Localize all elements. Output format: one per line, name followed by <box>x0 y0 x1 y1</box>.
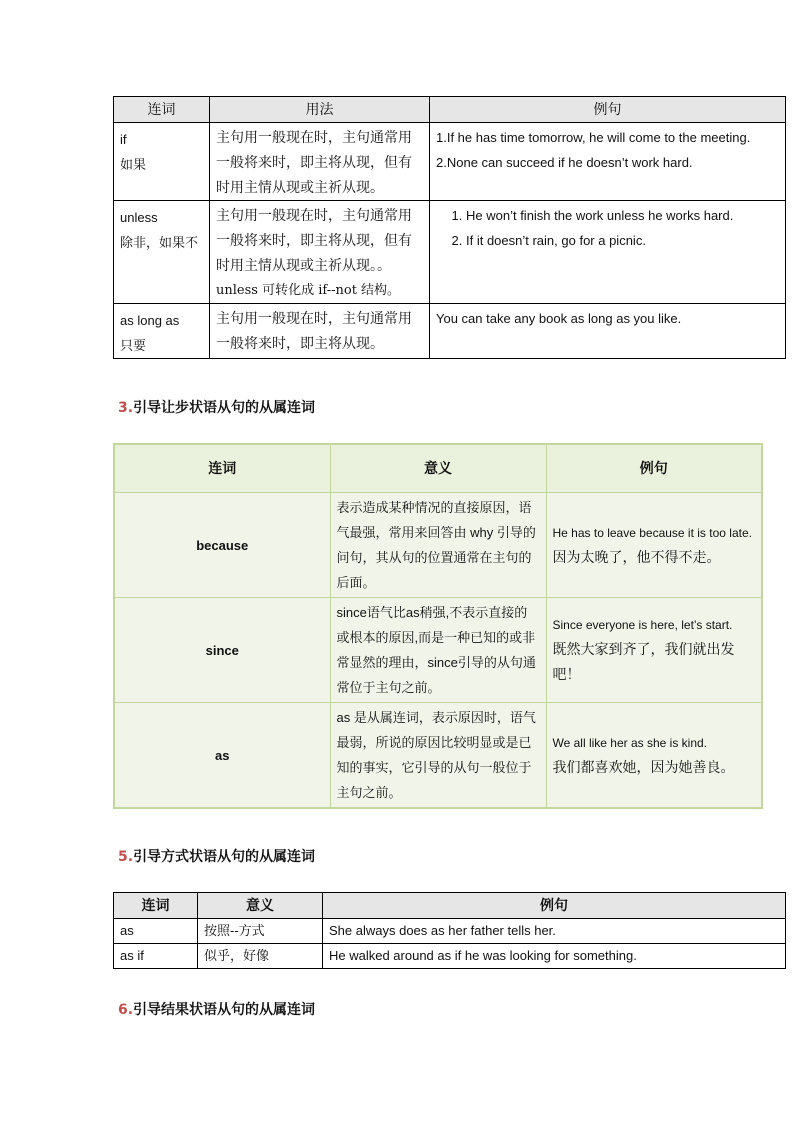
term: if <box>120 132 127 147</box>
section-heading-3 <box>118 397 315 417</box>
example-zh: 我们都喜欢她，因为她善良。 <box>552 758 735 775</box>
usage-note: unless 可转化成 if--not 结构。 <box>216 283 401 298</box>
term-cell <box>114 123 210 201</box>
header-conjunction: 连词 <box>114 893 198 919</box>
example-cell <box>430 304 786 359</box>
example-cell: She always does as her father tells her. <box>323 919 786 944</box>
term: as long as <box>120 313 180 328</box>
example-list <box>436 203 779 253</box>
example-cell <box>546 493 762 598</box>
term-cell: as <box>114 703 330 809</box>
table-row <box>114 493 762 598</box>
header-meaning: 意义 <box>330 444 546 493</box>
usage-cell: 主句用一般现在时，主句通常用一般将来时，即主将从现，但有时用主情从现或主祈从现。 <box>210 123 430 201</box>
example-zh: 既然大家到齐了，我们就出发吧！ <box>552 641 735 682</box>
header-example: 例句 <box>323 893 786 919</box>
heading-number: 6. <box>118 1002 134 1018</box>
table-header-row <box>114 444 762 493</box>
example-en: Since everyone is here, let’s start. <box>552 618 733 632</box>
meaning-cell: since语气比as稍强,不表示直接的或根本的原因,而是一种已知的或非常显然的理由，since引导的从句通常位于主句之前。 <box>330 598 546 703</box>
meaning-cell: 表示造成某种情况的直接原因，语气最强，常用来回答由 why 引导的问句，其从句的位置通常在主句的后面。 <box>330 493 546 598</box>
meaning-cell: 按照--方式 <box>198 919 323 944</box>
meaning-cell: 似乎，好像 <box>198 944 323 969</box>
header-conjunction: 连词 <box>114 97 210 123</box>
conjunction-table-2 <box>113 443 763 809</box>
example: 1. He won’t finish the work unless he works hard. <box>466 203 779 228</box>
example: 2.None can succeed if he doesn’t work hard. <box>436 155 693 170</box>
table-row <box>114 598 762 703</box>
example-en: We all like her as she is kind. <box>552 735 708 750</box>
example-en: He has to leave because it is too late. <box>552 525 752 540</box>
term-meaning: 只要 <box>120 338 147 353</box>
header-meaning: 意义 <box>198 893 323 919</box>
term-meaning: 除非，如果不 <box>120 235 199 250</box>
term-cell <box>114 304 210 359</box>
example: 1.If he has time tomorrow, he will come to the meeting. <box>436 130 751 145</box>
usage-cell <box>210 201 430 304</box>
term-cell: as if <box>114 944 198 969</box>
section-heading-6 <box>118 999 315 1019</box>
heading-text: 引导结果状语从句的从属连词 <box>133 1002 316 1018</box>
heading-text: 引导方式状语从句的从属连词 <box>133 849 316 865</box>
heading-number: 5. <box>118 849 134 865</box>
table-row <box>114 201 786 304</box>
example-cell <box>546 598 762 703</box>
table-header-row <box>114 893 786 919</box>
table-header-row <box>114 97 786 123</box>
meaning-cell: as 是从属连词，表示原因时，语气最弱，所说的原因比较明显或是已知的事实，它引导的从句一般位于主句之前。 <box>330 703 546 809</box>
table-row <box>114 703 762 809</box>
header-usage: 用法 <box>210 97 430 123</box>
section-heading-5 <box>118 846 315 866</box>
term-cell: as <box>114 919 198 944</box>
term: unless <box>120 210 158 225</box>
term-cell: because <box>114 493 330 598</box>
conjunction-table-3 <box>113 892 786 969</box>
conjunction-table-1 <box>113 96 786 359</box>
term-cell: since <box>114 598 330 703</box>
example-cell <box>430 201 786 304</box>
heading-text: 引导让步状语从句的从属连词 <box>133 400 316 416</box>
table-row <box>114 123 786 201</box>
usage-text: 主句用一般现在时，主句通常用一般将来时，即主将从现，但有时用主情从现或主祈从现。。 <box>216 207 412 273</box>
example: 2. If it doesn’t rain, go for a picnic. <box>466 228 779 253</box>
example-cell: He walked around as if he was looking for something. <box>323 944 786 969</box>
table-row <box>114 944 786 969</box>
term-meaning: 如果 <box>120 157 147 172</box>
table-row <box>114 919 786 944</box>
example-cell <box>546 703 762 809</box>
heading-number: 3. <box>118 400 134 416</box>
header-example: 例句 <box>546 444 762 493</box>
usage-cell: 主句用一般现在时，主句通常用一般将来时，即主将从现。 <box>210 304 430 359</box>
term-cell <box>114 201 210 304</box>
header-conjunction: 连词 <box>114 444 330 493</box>
example-zh: 因为太晚了，他不得不走。 <box>552 548 721 565</box>
header-example: 例句 <box>430 97 786 123</box>
example-cell <box>430 123 786 201</box>
table-row <box>114 304 786 359</box>
example: You can take any book as long as you like. <box>436 311 682 326</box>
